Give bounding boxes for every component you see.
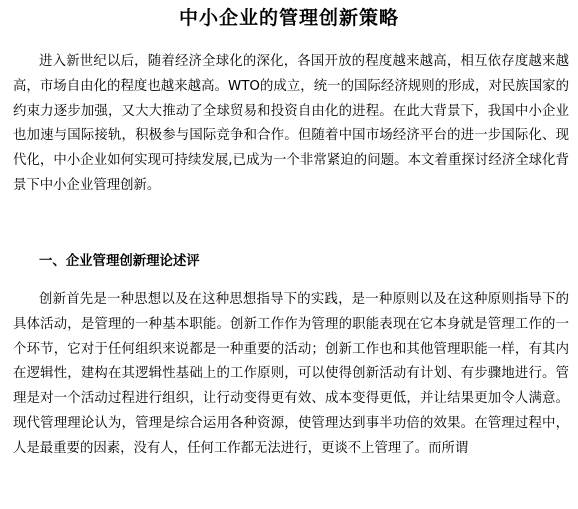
document-title: 中小企业的管理创新策略: [178, 7, 399, 29]
section-paragraph: 创新首先是一种思想以及在这种思想指导下的实践，是一种原则以及在这种原则指导下的具体活动，是管理的一种基本职能。创新工作作为管理的职能表现在它本身就是管理工作的一个环节，它对于任何组织来说都是一种重要的活动；创新工作也和其他管理职能一样，有其内在逻辑性，建构在其逻辑性基础上的工作原则，可以使得创新活动有计划、有步骤地进行。管理是对一个活动过程进行组织，让行动变得更有效、成本变得更低，并让结果更加令人满意。现代管理理论认为，管理是综合运用各种资源，使管理达到事半功倍的效果。在管理过程中，人是最重要的因素，没有人，任何工作都无法进行，更谈不上管理了。而所谓: [13, 292, 569, 456]
section-heading: 一、企业管理创新理论述评: [39, 254, 200, 269]
intro-paragraph: 进入新世纪以后，随着经济全球化的深化，各国开放的程度越来越高，相互依存度越来越高，市场自由化的程度也越来越高。WTO的成立，统一的国际经济规则的形成，对民族国家的约束力逐步加强，又大大推动了全球贸易和投资自由化的进程。在此大背景下，我国中小企业也加速与国际接轨，积极参与国际竞争和合作。但随着中国市场经济平台的进一步国际化、现代化，中小企业如何实现可持续发展,已成为一个非常紧迫的问题。本文着重探讨经济全球化背景下中小企业管理创新。: [13, 54, 569, 193]
